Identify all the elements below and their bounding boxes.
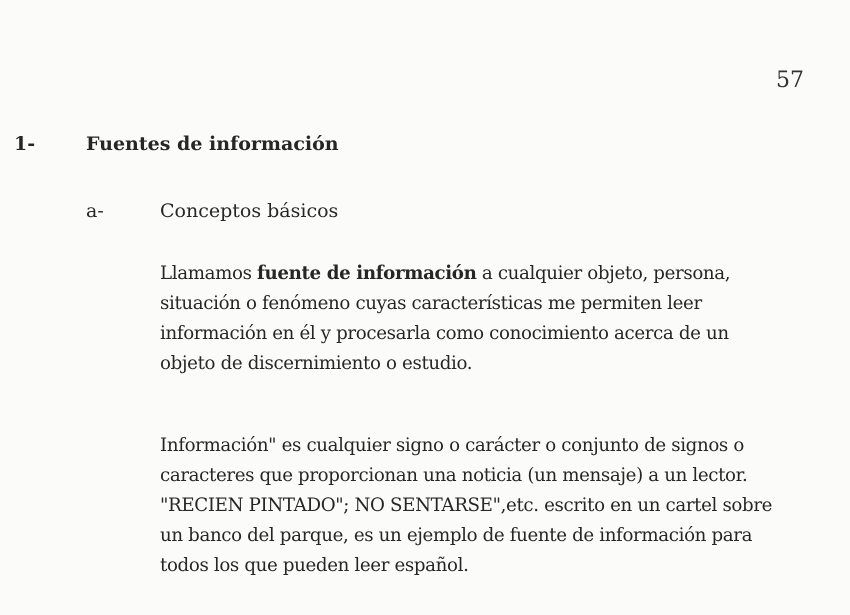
subsection-letter: a- (86, 200, 104, 222)
paragraph-line: objeto de discernimiento o estudio. (160, 353, 473, 374)
paragraph-line: caracteres que proporcionan una noticia (un mensaje) a un lector. (160, 465, 748, 486)
paragraph-definition (160, 259, 805, 379)
paragraph-line: "RECIEN PINTADO"; NO SENTARSE",etc. escrito en un cartel sobre (160, 495, 773, 516)
paragraph-text: a cualquier objeto, persona, (481, 263, 731, 284)
subsection-title: Conceptos básicos (160, 200, 339, 222)
page-number: 57 (776, 68, 804, 93)
paragraph-line (160, 259, 805, 289)
paragraph-example (160, 431, 805, 581)
paragraph-line: un banco del parque, es un ejemplo de fuente de información para (160, 525, 753, 546)
section-title: Fuentes de información (86, 133, 339, 155)
section-number: 1- (14, 133, 36, 155)
paragraph-line: situación o fenómeno cuyas características me permiten leer (160, 293, 702, 314)
paragraph-line: todos los que pueden leer español. (160, 555, 469, 576)
paragraph-line: información en él y procesarla como conocimiento acerca de un (160, 323, 729, 344)
paragraph-line: Información" es cualquier signo o carácter o conjunto de signos o (160, 435, 744, 456)
highlighted-term: fuente de información (257, 263, 477, 284)
paragraph-text: Llamamos (160, 263, 252, 284)
